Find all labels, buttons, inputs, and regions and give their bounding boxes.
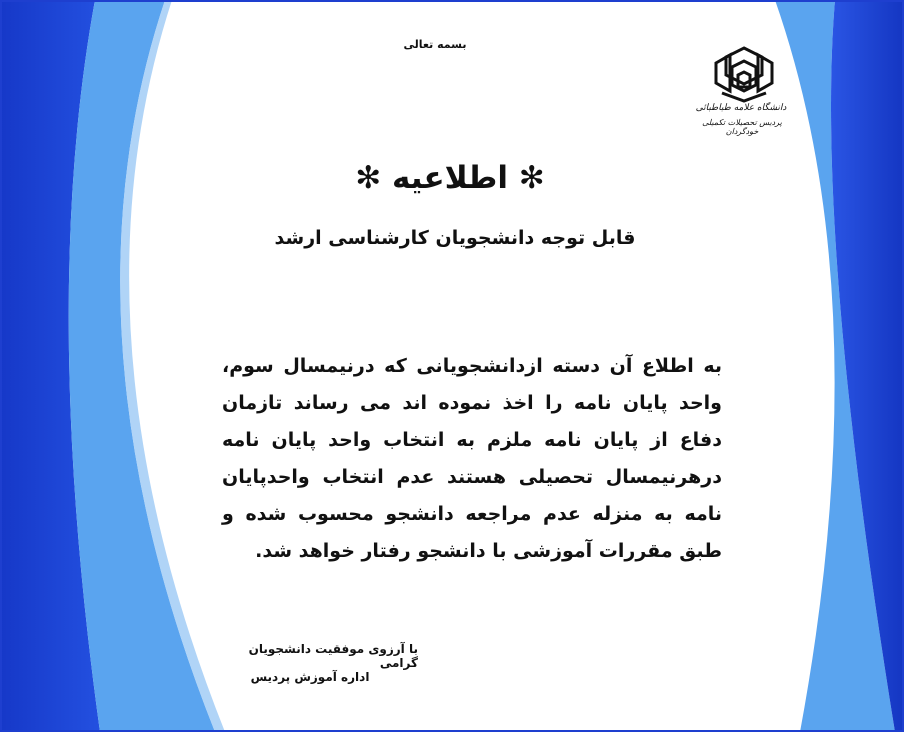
campus-name: پردیس تحصیلات تکمیلی خودگردان	[702, 118, 782, 136]
basmala-heading: بسمه تعالی	[403, 38, 467, 51]
notice-title: ✻ اطلاعیه ✻	[355, 160, 545, 196]
university-logo	[690, 45, 800, 140]
university-emblem-icon	[712, 45, 776, 103]
closing-signature: اداره آموزش پردیس	[250, 670, 370, 684]
notice-subtitle: قابل توجه دانشجویان کارشناسی ارشد	[274, 227, 636, 249]
university-name: دانشگاه علامه طباطبائی	[695, 103, 787, 113]
notice-body: به اطلاع آن دسته ازدانشجویانی که درنیمسال سوم، واحد پایان نامه را اخذ نموده اند می رساند تازمان دفاع از پایان نامه ملزم به انتخاب واحد پایان نامه درهرنیمسال تحصیلی هستند عدم انتخاب واحدپایان نامه به منزله عدم مراجعه دانشجو محسوب شده و طبق مقررات آموزشی با دانشجو رفتار خواهد شد.	[222, 355, 722, 562]
closing-wish: با آرزوی موفقیت دانشجویان گرامی	[248, 642, 418, 670]
